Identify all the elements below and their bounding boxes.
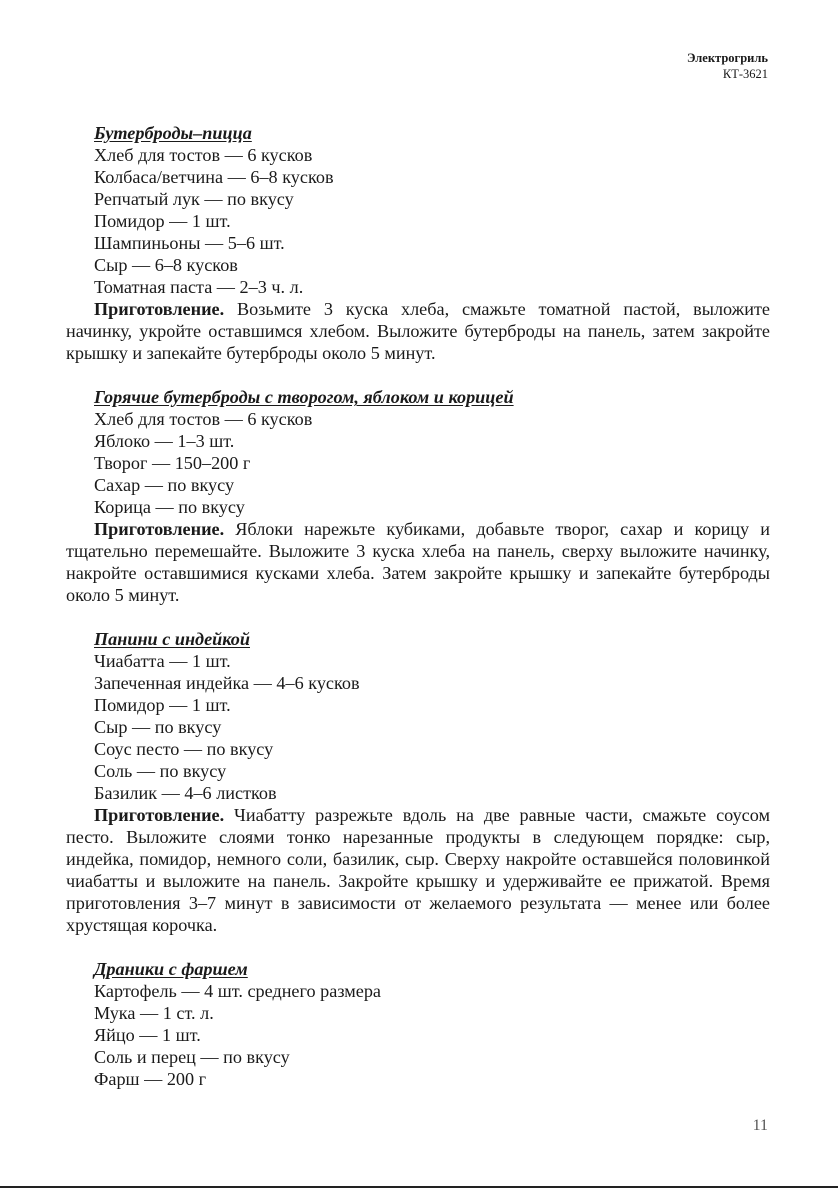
ingredient-item: Хлеб для тостов — 6 кусков (94, 145, 313, 165)
header-model-number: КТ-3621 (722, 67, 768, 81)
page-bottom-rule (0, 1186, 838, 1188)
ingredient-list (66, 144, 770, 298)
recipe-title: Панини с индейкой (94, 629, 250, 649)
recipe-hot-sandwiches-curd-apple (66, 386, 770, 606)
ingredient-item: Мука — 1 ст. л. (94, 1003, 214, 1023)
preparation-text: Чиабатту разрежьте вдоль на две равные части, смажьте соусом песто. Выложите слоями тонко нарезанные продукты в следующем порядке: сыр, индейка, помидор, немного соли, базилик, сыр. Сверху накройте оставшейся половинкой чиабатты и выложите на панель. Закройте крышку и удерживайте ее прижатой. Время приготовления 3–7 минут в зависимости от желаемого результата — менее или более хрустящая корочка. (66, 805, 770, 935)
running-header (687, 50, 768, 82)
recipe-title: Бутерброды–пицца (94, 123, 252, 143)
preparation-paragraph (66, 804, 770, 936)
ingredient-item: Сахар — по вкусу (94, 475, 235, 495)
preparation-text: Яблоки нарежьте кубиками, добавьте творог, сахар и корицу и тщательно перемешайте. Выложите 3 куска хлеба на панель, сверху выложите начинку, накройте оставшимися кусками хлеба. Затем закройте крышку и запекайте бутерброды около 5 минут. (66, 519, 770, 605)
ingredient-item: Творог — 150–200 г (94, 453, 251, 473)
ingredient-item: Соль — по вкусу (94, 761, 227, 781)
ingredient-item: Колбаса/ветчина — 6–8 кусков (94, 167, 334, 187)
recipe-title: Драники с фаршем (94, 959, 248, 979)
ingredient-item: Томатная паста — 2–3 ч. л. (94, 277, 304, 297)
ingredient-item: Чиабатта — 1 шт. (94, 651, 231, 671)
recipe-pizza-sandwiches (66, 122, 770, 364)
preparation-label: Приготовление. (94, 519, 225, 539)
preparation-text: Возьмите 3 куска хлеба, смажьте томатной пастой, выложите начинку, укройте оставшимся хлебом. Выложите бутерброды на панель, затем закройте крышку и запекайте бутерброды около 5 минут. (66, 299, 770, 363)
recipes-content (66, 122, 770, 1112)
preparation-paragraph (66, 518, 770, 606)
header-product-name: Электрогриль (686, 51, 768, 65)
ingredient-item: Яйцо — 1 шт. (94, 1025, 201, 1045)
ingredient-item: Фарш — 200 г (94, 1069, 207, 1089)
ingredient-item: Хлеб для тостов — 6 кусков (94, 409, 313, 429)
ingredient-list (66, 980, 770, 1090)
ingredient-item: Запеченная индейка — 4–6 кусков (94, 673, 360, 693)
ingredient-item: Яблоко — 1–3 шт. (94, 431, 235, 451)
preparation-label: Приготовление. (94, 805, 225, 825)
recipe-title: Горячие бутерброды с творогом, яблоком и корицей (94, 387, 514, 407)
ingredient-item: Помидор — 1 шт. (94, 211, 231, 231)
page-number: 11 (752, 1117, 768, 1134)
ingredient-item: Корица — по вкусу (94, 497, 245, 517)
ingredient-item: Соус песто — по вкусу (94, 739, 274, 759)
ingredient-list (66, 408, 770, 518)
ingredient-item: Сыр — 6–8 кусков (94, 255, 238, 275)
ingredient-item: Помидор — 1 шт. (94, 695, 231, 715)
ingredient-item: Репчатый лук — по вкусу (94, 189, 294, 209)
ingredient-list (66, 650, 770, 804)
recipe-potato-pancakes-mince (66, 958, 770, 1090)
ingredient-item: Картофель — 4 шт. среднего размера (94, 981, 381, 1001)
ingredient-item: Шампиньоны — 5–6 шт. (94, 233, 285, 253)
recipe-turkey-panini (66, 628, 770, 936)
ingredient-item: Соль и перец — по вкусу (94, 1047, 290, 1067)
ingredient-item: Сыр — по вкусу (94, 717, 222, 737)
preparation-label: Приготовление. (94, 299, 225, 319)
preparation-paragraph (66, 298, 770, 364)
ingredient-item: Базилик — 4–6 листков (94, 783, 277, 803)
